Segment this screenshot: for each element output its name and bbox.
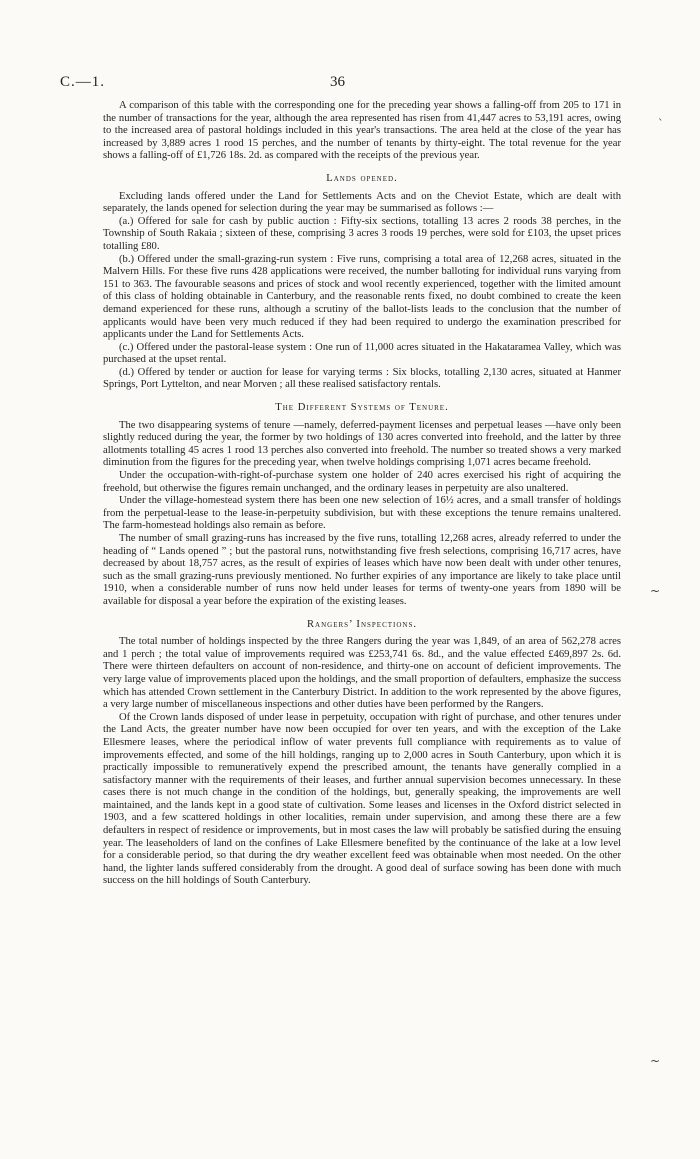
section-heading-tenure: The Different Systems of Tenure. — [275, 402, 449, 414]
section-heading-lands-opened: Lands opened. — [326, 172, 398, 184]
margin-mark: ˎ — [658, 108, 664, 121]
margin-mark: ~ — [650, 1054, 661, 1068]
paragraph: (b.) Offered under the small-grazing-run system : Five runs, comprising a total area of 12,268 acres, situated in the Malvern Hills. For these five runs 428 applications were received, the number balloting for individual runs varying from 151 to 363. The favourable seasons and prices of stock and wool recently experienced, together with the limited amount of this class of holding obtainable in Canterbury, and the reasonable rents fixed, no doubt combined to create the keen demand experienced for these runs, although a scrutiny of the ballot-lists leads to the conclusion that the number of applicants would have been very much reduced if they had been required to undergo the examination prescribed for applicants under the Land for Settlements Acts. — [103, 253, 621, 341]
paragraph: The total number of holdings inspected by the three Rangers during the year was 1,849, of an area of 562,278 acres and 1 perch ; the total value of improvements required was £253,741 6s. 8d., and the value effected £469,897 2s. 6d. There were thirteen defaulters on account of non-residence, and thirty-one on account of deficient improvements. The very large value of improvements placed upon the holdings, and the small proportion of defaulters, emphasize the success which has attended Crown settlement in the Canterbury District. In addition to the work represented by the above figures, a very large number of miscellaneous inspections and other duties have been performed by the Rangers. — [103, 636, 621, 711]
paragraph: (d.) Offered by tender or auction for lease for varying terms : Six blocks, totalling 2,130 acres, situated at Hanmer Springs, Port Lyttelton, and near Morven ; all these realised satisfactory rentals. — [103, 366, 621, 391]
page-header — [60, 74, 620, 96]
margin-mark: ~ — [650, 584, 661, 598]
paragraph: Of the Crown lands disposed of under lease in perpetuity, occupation with right of purchase, and other tenures under the Land Acts, the greater number have now been occupied for over ten years, and with the exception of the Lake Ellesmere leases, where the periodical inflow of water prevents full compliance with requirements as to value of improvements effected, and some of the hill holdings, ranging up to 2,000 acres in South Canterbury, upon which it is practically impossible to remuneratively expend the prescribed amount, the tenants have generally complied in a satisfactory manner with the requirements of their leases, and further annual supervision becomes unnecessary. In these cases there is not much change in the condition of the holdings, but, generally speaking, the improvements are well maintained, and the lands kept in a good state of cultivation. Some leases and licenses in the Oxford district selected in 1903, and a few scattered holdings in other localities, remain under supervision, and among these there are a few defaulters in respect of residence or improvements, but in most cases the law will probably be satisfied during the ensuing year. The leaseholders of land on the confines of Lake Ellesmere benefited by the continuance of the lake at a low level for a considerable period, so that during the dry weather excellent feed was obtainable when most needed. On the other hand, the lighter lands suffered considerably from the drought. A good deal of surface sowing has been done with much success on the hill holdings of South Canterbury. — [103, 711, 621, 887]
paragraph: (c.) Offered under the pastoral-lease system : One run of 11,000 acres situated in the Hakataramea Valley, which was purchased at the upset rental. — [103, 341, 621, 366]
paragraph: Under the village-homestead system there has been one new selection of 16½ acres, and a small transfer of holdings from the perpetual-lease to the lease-in-perpetuity subdivision, but with these exceptions the tenure remains unaltered. The farm-homestead holdings also remain as before. — [103, 495, 621, 532]
paragraph: Excluding lands offered under the Land for Settlements Acts and on the Cheviot Estate, which are dealt with separately, the lands opened for selection during the year may be summarised as follows :— — [103, 190, 621, 215]
paragraph: Under the occupation-with-right-of-purchase system one holder of 240 acres exercised his right of acquiring the freehold, but otherwise the figures remain unchanged, and the ordinary leases in perpetuity are also unaltered. — [103, 470, 621, 494]
paragraph: The two disappearing systems of tenure —namely, deferred-payment licenses and perpetual leases —have only been slightly reduced during the year, the former by two holdings of 130 acres converted into freehold, and the latter by three allotments totalling 45 acres 1 rood 13 perches also converted into freehold. The number so treated shows a very marked diminution from the figures for the preceding year, when twelve holdings comprising 1,071 acres became freehold. — [103, 419, 621, 469]
paragraph: (a.) Offered for sale for cash by public auction : Fifty-six sections, totalling 13 acres 2 roods 38 perches, in the Township of South Rakaia ; sixteen of these, comprising 3 acres 3 roods 19 perches, were sold for £103, the upset prices totalling £80. — [103, 215, 621, 252]
paragraph: The number of small grazing-runs has increased by the five runs, totalling 12,268 acres, already referred to under the heading of “ Lands opened ” ; but the pastoral runs, notwithstanding five fresh selections, comprising 16,717 acres, have decreased by about 18,757 acres, as the result of expiries of leases which have now been dealt with under other tenures, such as the small grazing-runs previously mentioned. No further expiries of any importance are likely to take place until 1910, when a considerable number of runs now held under leases for terms of twenty-one years from 1890 will be available for disposal a year before the expiration of the existing leases. — [103, 533, 621, 607]
document-body — [103, 100, 621, 888]
section-heading-rangers: Rangers’ Inspections. — [306, 618, 418, 630]
page-number: 36 — [330, 74, 345, 90]
intro-paragraph: A comparison of this table with the corresponding one for the preceding year shows a falling-off from 205 to 171 in the number of transactions for the year, although the area represented has risen from 41,447 acres to 53,191 acres, owing to the increased area of pastoral holdings included in this year's transactions. The area held at the close of the year has increased by 3,889 acres 1 rood 15 perches, and the number of tenants by thirty-eight. The total revenue for the year shows a falling-off of £1,726 18s. 2d. as compared with the receipts of the previous year. — [103, 100, 621, 162]
document-reference: C.—1. — [60, 74, 106, 90]
